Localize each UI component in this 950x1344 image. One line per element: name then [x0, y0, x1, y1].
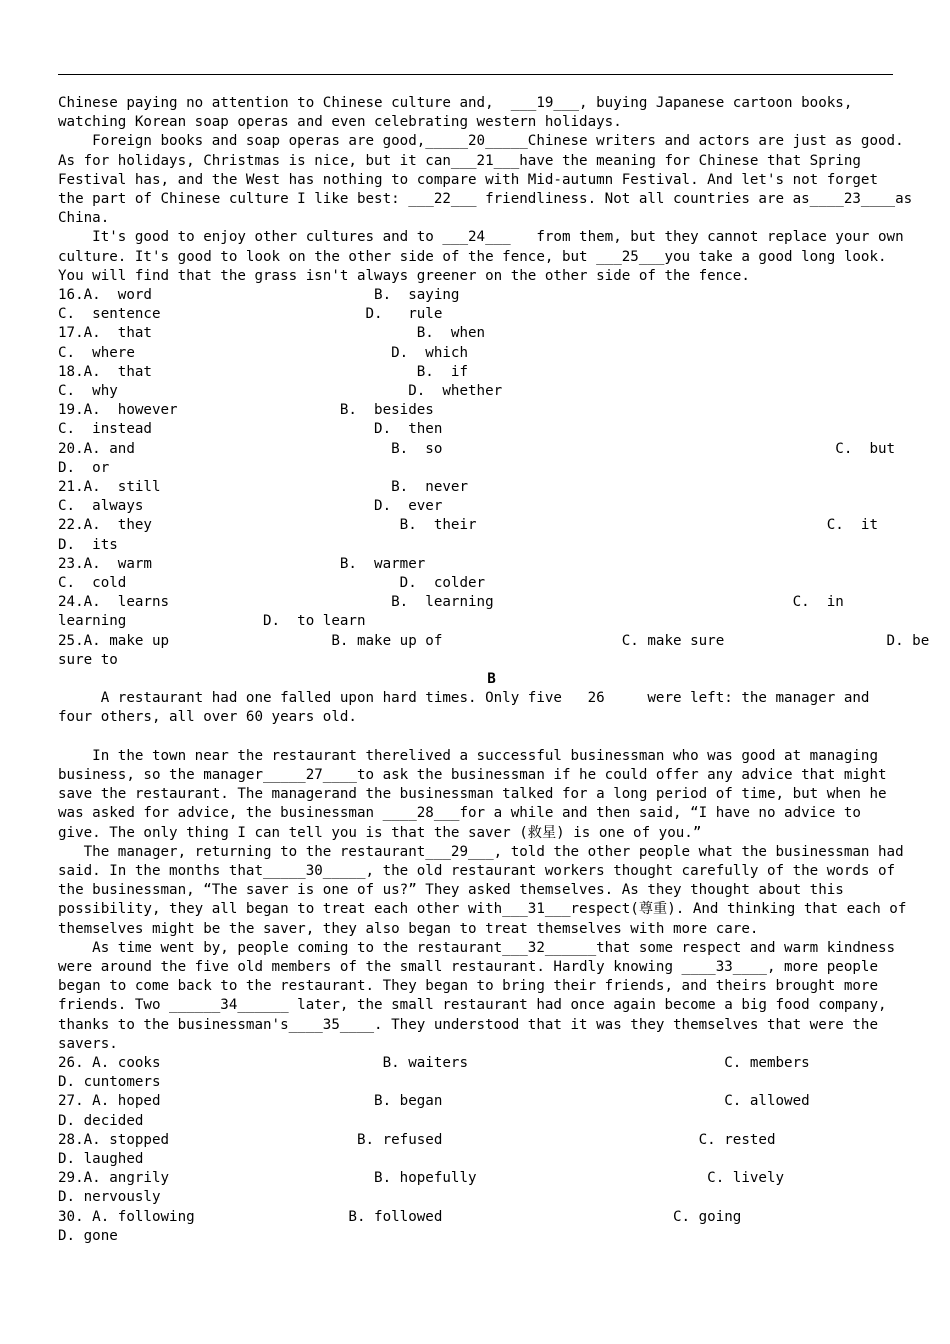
- text-line: save the restaurant. The managerand the businessman talked for a long period of time, but when he: [58, 786, 887, 803]
- text-line: C. sentence D. rule: [58, 306, 443, 323]
- text-line: As for holidays, Christmas is nice, but it can___21___have the meaning for Chinese that Spring: [58, 152, 861, 169]
- text-line: In the town near the restaurant therelived a successful businessman who was good at managing: [58, 747, 878, 764]
- text-line: watching Korean soap operas and even celebrating western holidays.: [58, 114, 622, 131]
- text-line: Festival has, and the West has nothing to compare with Mid-autumn Festival. And let's not forget: [58, 171, 878, 188]
- text-line: China.: [58, 210, 110, 227]
- text-line: It's good to enjoy other cultures and to ___24___ from them, but they cannot replace your own: [58, 229, 904, 246]
- text-line: themselves might be the saver, they also began to treat themselves with more care.: [58, 920, 759, 937]
- text-line: As time went by, people coming to the restaurant___32______that some respect and warm kindness: [58, 939, 896, 956]
- text-line: 26. A. cooks B. waiters C. members: [58, 1055, 810, 1071]
- text-line: possibility, they all began to treat each other with___31___respect(尊重). And thinking that each of: [58, 901, 907, 918]
- text-line: 23.A. warm B. warmer: [58, 555, 426, 572]
- text-line: C. always D. ever: [58, 498, 443, 515]
- text-line: business, so the manager_____27____to ask the businessman if he could offer any advice that might: [58, 767, 887, 783]
- text-line: You will find that the grass isn't always greener on the other side of the fence.: [58, 267, 750, 284]
- text-line: 25.A. make up B. make up of C. make sure D. be: [58, 632, 930, 649]
- text-line: the businessman, “The saver is one of us?” They asked themselves. As they thought about this: [58, 882, 844, 899]
- text-line: 27. A. hoped B. began C. allowed: [58, 1093, 810, 1110]
- text-line: 18.A. that B. if: [58, 363, 468, 380]
- text-line: said. In the months that_____30_____, the old restaurant workers thought carefully of the words of: [58, 863, 896, 879]
- text-line: C. cold D. colder: [58, 575, 486, 591]
- text-line: was asked for advice, the businessman ____28___for a while and then said, “I have no advice to: [58, 805, 861, 822]
- text-line: D. its: [58, 536, 118, 553]
- text-line: D. laughed: [58, 1151, 144, 1167]
- text-line: D. decided: [58, 1112, 144, 1129]
- text-line: 28.A. stopped B. refused C. rested: [58, 1131, 776, 1148]
- text-line: 29.A. angrily B. hopefully C. lively: [58, 1170, 785, 1187]
- text-line: 24.A. learns B. learning C. in: [58, 594, 844, 611]
- text-line: D. gone: [58, 1227, 118, 1244]
- text-line: 17.A. that B. when: [58, 325, 486, 342]
- text-line: culture. It's good to look on the other side of the fence, but ___25___you take a good long look.: [58, 248, 887, 265]
- text-line: savers.: [58, 1035, 118, 1052]
- text-line: A restaurant had one falled upon hard times. Only five 26 were left: the manager and: [58, 690, 870, 707]
- text-line: C. where D. which: [58, 344, 468, 361]
- text-line: D. nervously: [58, 1189, 161, 1206]
- text-line: were around the five old members of the small restaurant. Hardly knowing ____33____, more people: [58, 959, 878, 975]
- text-line: Foreign books and soap operas are good,_____20_____Chinese writers and actors are just as good.: [58, 133, 904, 150]
- text-line: four others, all over 60 years old.: [58, 709, 357, 726]
- text-line: learning D. to learn: [58, 613, 366, 630]
- text-line: 20.A. and B. so C. but: [58, 440, 896, 457]
- text-line: C. instead D. then: [58, 421, 443, 438]
- text-line: the part of Chinese culture I like best: ___22___ friendliness. Not all countries are as____23____as: [58, 191, 913, 207]
- text-line: C. why D. whether: [58, 383, 503, 399]
- text-line: D. or: [58, 459, 110, 476]
- text-line: give. The only thing I can tell you is that the saver (救星) is one of you.”: [58, 824, 702, 841]
- text-line: 16.A. word B. saying: [58, 287, 460, 303]
- text-line: The manager, returning to the restaurant___29___, told the other people what the businessman had: [58, 843, 904, 860]
- text-line: 21.A. still B. never: [58, 479, 468, 495]
- section-title: B: [487, 671, 496, 687]
- text-line: began to come back to the restaurant. They began to bring their friends, and theirs brought more: [58, 978, 878, 995]
- text-line: 30. A. following B. followed C. going: [58, 1208, 742, 1225]
- text-line: Chinese paying no attention to Chinese culture and, ___19___, buying Japanese cartoon books,: [58, 95, 853, 111]
- text-line: sure to: [58, 651, 118, 668]
- text-line: friends. Two ______34______ later, the small restaurant had once again become a big food company,: [58, 997, 887, 1014]
- top-divider: [58, 74, 893, 75]
- text-line: 22.A. they B. their C. it: [58, 517, 878, 534]
- text-line: 19.A. however B. besides: [58, 402, 434, 419]
- text-line: thanks to the businessman's____35____. They understood that it was they themselves that were the: [58, 1016, 878, 1033]
- text-line: D. cuntomers: [58, 1074, 161, 1091]
